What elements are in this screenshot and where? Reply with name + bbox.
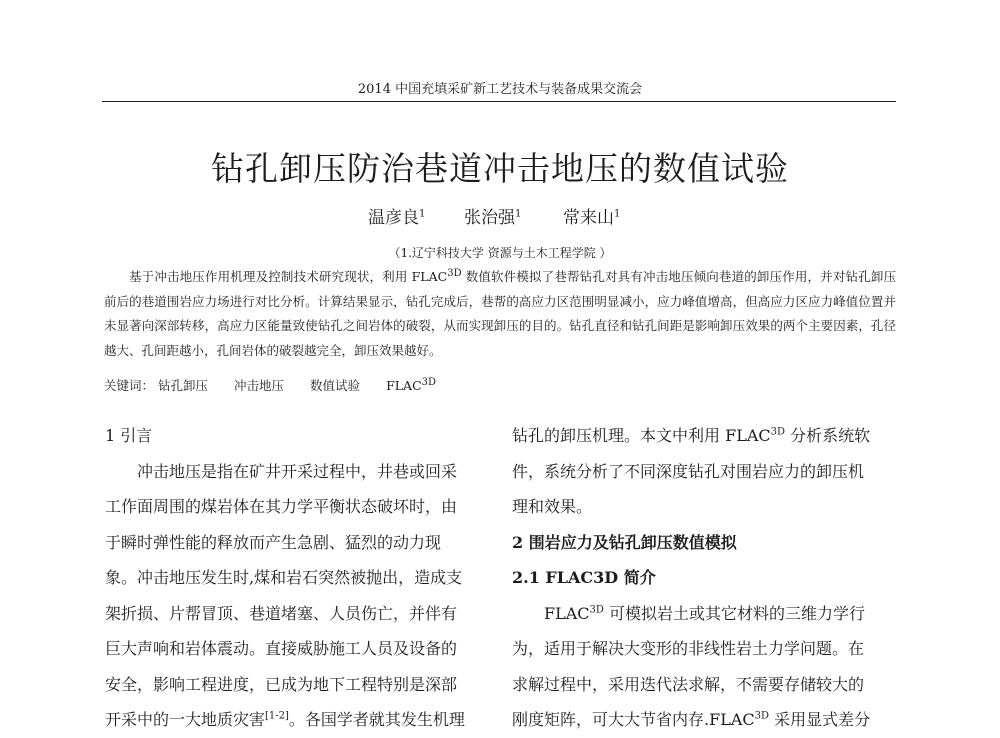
author-name: 张治强 [464, 208, 515, 228]
body-line: 理和效果。 [512, 497, 593, 516]
keyword: 数值试验 [310, 378, 361, 393]
right-column [512, 418, 896, 738]
body-line [512, 418, 896, 454]
body-line: 工作面周围的煤岩体在其力学平衡状态破坏时，由 [105, 497, 458, 516]
body-sup: 3D [770, 426, 786, 438]
body-sup: 3D [589, 604, 604, 616]
body-text: 刚度矩阵，可大大节省内存.FLAC [512, 710, 755, 729]
paper-title: 钻孔卸压防治巷道冲击地压的数值试验 [211, 149, 789, 188]
body-line: 架折损、片帮冒顶、巷道堵塞、人员伤亡，并伴有 [105, 603, 458, 623]
body-text: 可模拟岩土或其它材料的三维力学行 [603, 603, 866, 623]
body-text: 钻孔的卸压机理。本文中利用 FLAC [512, 426, 771, 445]
abstract-sup: 3D [447, 267, 462, 279]
keyword: 钻孔卸压 [158, 378, 209, 393]
body-text: 。各国学者就其发生机理 [288, 710, 465, 729]
body-line: 求解过程中，采用迭代法求解，不需要存储较大的 [512, 674, 865, 694]
author-1 [368, 203, 425, 228]
author-3 [563, 203, 620, 228]
body-line: 为，适用于解决大变形的非线性岩土力学问题。在 [512, 639, 865, 658]
citation: [1-2] [265, 710, 289, 722]
body-line: 巨大声响和岩体震动。直接威胁施工人员及设备的 [105, 639, 458, 658]
body-line [105, 702, 489, 738]
abstract-part: 基于冲击地压作用机理及控制技术研究现状，利用 FLAC [129, 269, 448, 284]
keywords-label: 关键词： [104, 378, 155, 393]
body-text: 分析系统软 [785, 426, 871, 445]
keyword [386, 378, 436, 393]
keyword: 冲击地压 [234, 378, 285, 393]
abstract-part: 数值软件模拟了巷帮钻孔对具有冲击地压倾向巷道的卸压作用，并对钻孔卸压前后的巷道围岩应力场进行对比分析。计算结果显示，钻孔完成后，巷帮的高应力区范围明显减小，应力峰值增高，但高应力区应力峰值位置并未显著向深部转移，高应力区能量致使钻孔之间岩体的破裂，从而实现卸压的目的。钻孔直径和钻孔间距是影响卸压效果的两个主要因素，孔径越大、孔间距越小，孔间岩体的破裂越完全，卸压效果越好。 [104, 269, 896, 358]
body-line: 安全，影响工程进度，已成为地下工程特别是深部 [105, 674, 458, 694]
author-name: 常来山 [563, 208, 614, 228]
body-sup: 3D [754, 710, 770, 722]
section-heading-2-1: 2.1 FLAC3D 简介 [512, 568, 656, 587]
section-heading-intro: 1 引言 [105, 426, 153, 445]
conference-header: 2014 中国充填采矿新工艺技术与装备成果交流会 [357, 82, 643, 97]
abstract-text [104, 265, 896, 363]
body-text: FLAC [544, 603, 590, 623]
keyword-sup: 3D [421, 376, 437, 388]
keywords [104, 376, 436, 394]
author-mark: 1 [614, 208, 621, 220]
body-text: 开采中的一大地质灾害 [105, 710, 266, 729]
author-mark: 1 [419, 208, 426, 220]
section-heading-2: 2 围岩应力及钻孔卸压数值模拟 [512, 532, 737, 552]
body-line [512, 596, 896, 632]
body-line: 象。冲击地压发生时,煤和岩石突然被抛出，造成支 [105, 568, 463, 587]
body-line: 件，系统分析了不同深度钻孔对围岩应力的卸压机 [512, 461, 865, 481]
body-line: 于瞬时弹性能的释放而产生急剧、猛烈的动力现 [105, 532, 442, 552]
body-text: 采用显式差分 [769, 710, 871, 729]
author-2 [464, 203, 521, 228]
keyword-text: FLAC [386, 378, 422, 393]
body-line [512, 702, 896, 738]
author-name: 温彦良 [368, 208, 419, 228]
author-mark: 1 [515, 208, 522, 220]
left-column [105, 418, 489, 738]
affiliation: （1.辽宁科技大学 资源与土木工程学院 ） [388, 246, 612, 260]
abstract [104, 265, 896, 363]
body-line: 冲击地压是指在矿井开采过程中，井巷或回采 [137, 461, 458, 481]
header-rule [102, 101, 896, 102]
